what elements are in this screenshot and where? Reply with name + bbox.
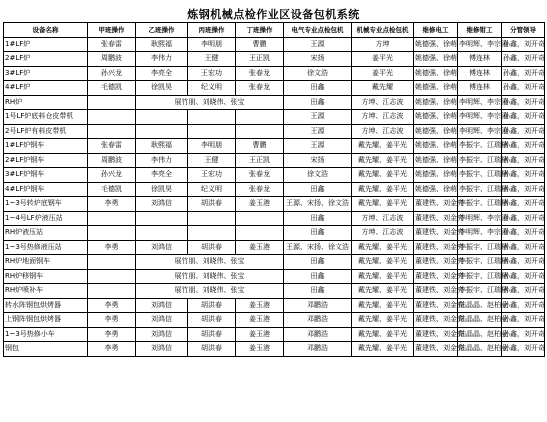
table-cell: 李勇: [88, 313, 136, 328]
table-cell: 宋扬: [284, 52, 352, 67]
table-cell: 董建铁、刘金亮: [414, 269, 458, 284]
table-header: [4, 23, 545, 38]
table-cell: 李明辉、李宗涛: [458, 124, 502, 139]
table-cell: 姜玉港: [236, 313, 284, 328]
equipment-name-cell: 4#LF炉钢车: [4, 182, 88, 197]
table-cell: 王源: [284, 124, 352, 139]
table-cell: 田鑫: [284, 182, 352, 197]
table-cell: 方坤、江志波: [352, 226, 414, 241]
table-cell: 李明辉、李宗涛: [458, 211, 502, 226]
table-cell: 孙鑫，刘开奇: [502, 342, 545, 357]
table-cell: 戴先耀、姜平光: [352, 255, 414, 270]
table-cell: 李明朋: [188, 37, 236, 52]
table-cell: 李亮全: [136, 66, 188, 81]
table-cell: 王正凯: [236, 153, 284, 168]
table-cell: 邓鹏浩: [284, 298, 352, 313]
table-cell: 戴先耀、姜平光: [352, 327, 414, 342]
table-cell: 姚德强、徐萌: [414, 168, 458, 183]
table-cell: 李勇: [88, 342, 136, 357]
table-cell: 孙兴龙: [88, 168, 136, 183]
column-header: 甲班操作: [88, 23, 136, 38]
table-cell: 李振宇、江瑞林: [458, 255, 502, 270]
equipment-name-cell: 1~3号热修液压站: [4, 240, 88, 255]
table-cell: 孙鑫，刘开奇: [502, 37, 545, 52]
table-cell: 董建铁、刘金亮: [414, 284, 458, 299]
table-cell: 李振宇、江瑞林: [458, 269, 502, 284]
equipment-name-cell: RH炉移钢车: [4, 269, 88, 284]
table-cell: 徐文浩: [284, 66, 352, 81]
table-row: [4, 284, 545, 299]
table-body: [4, 37, 545, 356]
table-cell: 周鹏波: [88, 153, 136, 168]
table-cell: [88, 124, 136, 139]
column-header: 乙班操作: [136, 23, 188, 38]
equipment-name-cell: 1~3号热修小车: [4, 327, 88, 342]
table-cell: 田鑫: [284, 284, 352, 299]
equipment-name-cell: RH炉液压站: [4, 226, 88, 241]
table-cell: 姚德强、徐萌: [414, 66, 458, 81]
table-cell: 陆晶晶、赵柏业: [458, 342, 502, 357]
table-cell: 孙鑫，刘开奇: [502, 66, 545, 81]
table-cell: 戴先耀、姜平光: [352, 298, 414, 313]
table-cell: 孙鑫，刘开奇: [502, 139, 545, 154]
table-cell: [236, 226, 284, 241]
table-cell: 孙鑫，刘开奇: [502, 168, 545, 183]
table-cell: 徐文浩: [284, 168, 352, 183]
table-cell: 邓鹏浩: [284, 327, 352, 342]
table-cell: 曹鹏: [236, 139, 284, 154]
column-header: 维修钳工: [458, 23, 502, 38]
equipment-name-cell: 3#LF炉: [4, 66, 88, 81]
table-cell: 方坤、江志波: [352, 124, 414, 139]
table-cell: 曹鹏: [236, 37, 284, 52]
table-cell: 田鑫: [284, 81, 352, 96]
equipment-name-cell: RH炉地面钢车: [4, 255, 88, 270]
table-row: [4, 37, 545, 52]
table-cell: 陆晶晶、赵柏业: [458, 327, 502, 342]
table-cell: 纪义明: [188, 182, 236, 197]
table-cell: 耿熙福: [136, 37, 188, 52]
table-cell: 田鑫: [284, 211, 352, 226]
table-cell: 姚德强、徐萌: [414, 182, 458, 197]
table-cell: 姚德强、徐萌: [414, 95, 458, 110]
table-cell: [136, 211, 188, 226]
table-cell: 田鑫: [284, 95, 352, 110]
equipment-name-cell: 2号LF炉有料皮带机: [4, 124, 88, 139]
table-cell: 刘鸿信: [136, 197, 188, 212]
table-cell: 孙鑫，刘开奇: [502, 110, 545, 125]
table-cell: 方坤、江志波: [352, 211, 414, 226]
table-cell: 李振宇、江瑞林: [458, 139, 502, 154]
table-cell: [88, 226, 136, 241]
table-cell: 刘鸿信: [136, 327, 188, 342]
equipment-name-cell: 3#LF炉钢车: [4, 168, 88, 183]
table-cell: 戴先耀、姜平光: [352, 342, 414, 357]
table-cell: 展竹朋、刘晓伟、张宝: [136, 95, 284, 110]
table-cell: 徐凯昊: [136, 182, 188, 197]
table-cell: [88, 269, 136, 284]
table-cell: 刘鸿信: [136, 342, 188, 357]
table-row: [4, 52, 545, 67]
table-cell: 陆晶晶、赵柏业: [458, 313, 502, 328]
table-cell: 董建铁、刘金亮: [414, 197, 458, 212]
table-cell: 胡洪春: [188, 240, 236, 255]
table-cell: [88, 284, 136, 299]
table-cell: 李振宇、江瑞林: [458, 284, 502, 299]
table-row: [4, 139, 545, 154]
table-cell: 傅连林: [458, 66, 502, 81]
table-cell: [236, 110, 284, 125]
column-header: 机械专业点检包机: [352, 23, 414, 38]
table-cell: 姜玉港: [236, 240, 284, 255]
table-row: [4, 255, 545, 270]
equipment-name-cell: 2#LF炉: [4, 52, 88, 67]
table-cell: 展竹朋、刘晓伟、张宝: [136, 269, 284, 284]
table-row: [4, 211, 545, 226]
table-cell: 孙兴龙: [88, 66, 136, 81]
table-cell: 方坤、江志波: [352, 95, 414, 110]
table-row: [4, 66, 545, 81]
table-cell: 董建铁、刘金亮: [414, 211, 458, 226]
table-cell: 毛德凯: [88, 81, 136, 96]
table-cell: 胡洪春: [188, 327, 236, 342]
table-cell: 邓鹏浩: [284, 342, 352, 357]
table-cell: 孙鑫，刘开奇: [502, 226, 545, 241]
table-cell: [136, 124, 188, 139]
column-header: 维修电工: [414, 23, 458, 38]
equipment-name-cell: 2#LF炉钢车: [4, 153, 88, 168]
table-cell: 姜玉港: [236, 342, 284, 357]
table-cell: 孙鑫，刘开奇: [502, 124, 545, 139]
table-cell: 孙鑫，刘开奇: [502, 153, 545, 168]
table-cell: 胡洪春: [188, 197, 236, 212]
table-cell: 孙鑫，刘开奇: [502, 327, 545, 342]
table-cell: 姜玉港: [236, 298, 284, 313]
table-cell: 李亮全: [136, 168, 188, 183]
table-cell: 李明朋: [188, 139, 236, 154]
equipment-assignment-table: [3, 22, 545, 357]
table-cell: 孙鑫，刘开奇: [502, 255, 545, 270]
table-row: [4, 269, 545, 284]
table-cell: 戴先耀: [352, 81, 414, 96]
table-cell: 姚德强、徐萌: [414, 37, 458, 52]
table-cell: [188, 211, 236, 226]
table-cell: 孙鑫，刘开奇: [502, 52, 545, 67]
table-cell: 孙鑫，刘开奇: [502, 269, 545, 284]
table-title: 炼钢机械点检作业区设备包机系统: [187, 8, 360, 21]
table-cell: 戴先耀、姜平光: [352, 139, 414, 154]
equipment-name-cell: 上钢阵钢包烘烤器: [4, 313, 88, 328]
table-cell: 王宏功: [188, 66, 236, 81]
table-cell: 李勇: [88, 327, 136, 342]
column-header: 丙班操作: [188, 23, 236, 38]
table-cell: [88, 95, 136, 110]
table-cell: 张春雷: [88, 139, 136, 154]
table-cell: 胡洪春: [188, 298, 236, 313]
table-cell: 胡洪春: [188, 342, 236, 357]
table-cell: 张春龙: [236, 81, 284, 96]
table-cell: 方坤、江志波: [352, 110, 414, 125]
table-row: [4, 313, 545, 328]
table-cell: 李勇: [88, 197, 136, 212]
table-cell: 展竹朋、刘晓伟、张宝: [136, 255, 284, 270]
table-cell: 戴先耀、姜平光: [352, 313, 414, 328]
table-cell: 李振宇、江瑞林: [458, 182, 502, 197]
table-cell: 王健: [188, 52, 236, 67]
table-cell: [188, 226, 236, 241]
table-cell: 王源: [284, 139, 352, 154]
table-cell: 李明辉、李宗涛: [458, 110, 502, 125]
table-cell: 王源、宋扬、徐文浩: [284, 197, 352, 212]
table-row: [4, 110, 545, 125]
table-cell: 姚德强、徐萌: [414, 124, 458, 139]
table-cell: [236, 124, 284, 139]
table-cell: 张春龙: [236, 66, 284, 81]
table-cell: [188, 124, 236, 139]
table-row: [4, 298, 545, 313]
table-cell: [88, 110, 136, 125]
table-cell: 王源: [284, 110, 352, 125]
equipment-name-cell: 1~3号转炉底钢车: [4, 197, 88, 212]
table-cell: 董建铁、刘金亮: [414, 327, 458, 342]
table-cell: 李勇: [88, 240, 136, 255]
table-row: [4, 81, 545, 96]
equipment-name-cell: 转水阵钢包烘烤器: [4, 298, 88, 313]
table-cell: 李振宇、江瑞林: [458, 240, 502, 255]
table-cell: 王源、宋扬、徐文浩: [284, 240, 352, 255]
table-cell: 刘鸿信: [136, 313, 188, 328]
table-row: [4, 182, 545, 197]
table-cell: 张春龙: [236, 168, 284, 183]
table-cell: 纪义明: [188, 81, 236, 96]
equipment-name-cell: RH炉喷补车: [4, 284, 88, 299]
table-cell: 戴先耀、姜平光: [352, 197, 414, 212]
table-cell: 李振宇、江瑞林: [458, 153, 502, 168]
table-row: [4, 240, 545, 255]
table-cell: 王正凯: [236, 52, 284, 67]
table-row: [4, 124, 545, 139]
column-header: 电气专业点检包机: [284, 23, 352, 38]
equipment-name-cell: 4#LF炉: [4, 81, 88, 96]
table-cell: 方坤: [352, 37, 414, 52]
equipment-name-cell: 1#LF炉: [4, 37, 88, 52]
table-cell: 李明辉、李宗涛: [458, 95, 502, 110]
table-row: [4, 153, 545, 168]
table-cell: 田鑫: [284, 226, 352, 241]
equipment-name-cell: 1~4号LF炉液压站: [4, 211, 88, 226]
table-cell: 周鹏波: [88, 52, 136, 67]
table-cell: 李振宇、江瑞林: [458, 168, 502, 183]
table-cell: 耿熙福: [136, 139, 188, 154]
table-cell: 董建铁、刘金亮: [414, 298, 458, 313]
table-cell: 李明辉、李宗涛: [458, 37, 502, 52]
table-cell: [236, 211, 284, 226]
table-cell: 徐凯昊: [136, 81, 188, 96]
table-cell: 宋扬: [284, 153, 352, 168]
table-cell: 王健: [188, 153, 236, 168]
table-cell: 孙鑫，刘开奇: [502, 284, 545, 299]
table-cell: 胡洪春: [188, 313, 236, 328]
table-cell: 姚德强、徐萌: [414, 110, 458, 125]
table-cell: [88, 211, 136, 226]
table-cell: 戴先耀、姜平光: [352, 168, 414, 183]
equipment-name-cell: 1号LF炉底料仓皮带机: [4, 110, 88, 125]
table-cell: 田鑫: [284, 269, 352, 284]
table-cell: [188, 110, 236, 125]
equipment-name-cell: RH炉: [4, 95, 88, 110]
table-cell: 姜玉港: [236, 327, 284, 342]
table-cell: 李振宇、江瑞林: [458, 197, 502, 212]
table-cell: 姚德强、徐萌: [414, 81, 458, 96]
table-cell: 孙鑫，刘开奇: [502, 182, 545, 197]
table-cell: [136, 226, 188, 241]
table-cell: 戴先耀、姜平光: [352, 153, 414, 168]
table-cell: 孙鑫，刘开奇: [502, 95, 545, 110]
equipment-name-cell: 1#LF炉钢车: [4, 139, 88, 154]
table-cell: 董建铁、刘金亮: [414, 313, 458, 328]
table-cell: 孙鑫，刘开奇: [502, 197, 545, 212]
table-cell: 孙鑫，刘开奇: [502, 240, 545, 255]
table-cell: [136, 110, 188, 125]
table-cell: 董建铁、刘金亮: [414, 255, 458, 270]
table-cell: 邓鹏浩: [284, 313, 352, 328]
table-cell: 王宏功: [188, 168, 236, 183]
table-cell: 孙鑫，刘开奇: [502, 81, 545, 96]
table-cell: 孙鑫，刘开奇: [502, 211, 545, 226]
table-cell: 刘鸿信: [136, 240, 188, 255]
table-cell: 毛德凯: [88, 182, 136, 197]
table-cell: 董建铁、刘金亮: [414, 226, 458, 241]
table-row: [4, 342, 545, 357]
table-cell: 姜玉港: [236, 197, 284, 212]
table-row: [4, 168, 545, 183]
table-cell: 董建铁、刘金亮: [414, 342, 458, 357]
table-cell: 戴先耀、姜平光: [352, 284, 414, 299]
table-cell: 刘鸿信: [136, 298, 188, 313]
table-cell: 李伟力: [136, 52, 188, 67]
table-row: [4, 95, 545, 110]
table-cell: 姜平光: [352, 52, 414, 67]
table-cell: 姜平光: [352, 66, 414, 81]
table-cell: 董建铁、刘金亮: [414, 240, 458, 255]
table-cell: 张春龙: [236, 182, 284, 197]
table-cell: [88, 255, 136, 270]
table-cell: 展竹朋、刘晓伟、张宝: [136, 284, 284, 299]
table-cell: 李勇: [88, 298, 136, 313]
table-cell: 田鑫: [284, 255, 352, 270]
column-header: 丁班操作: [236, 23, 284, 38]
table-cell: 戴先耀、姜平光: [352, 182, 414, 197]
table-cell: 孙鑫，刘开奇: [502, 298, 545, 313]
header-row: [4, 23, 545, 38]
table-row: [4, 327, 545, 342]
table-cell: 傅连林: [458, 52, 502, 67]
column-header: 设备名称: [4, 23, 88, 38]
table-cell: 陆晶晶、赵柏业: [458, 298, 502, 313]
table-row: [4, 197, 545, 212]
table-cell: 王源: [284, 37, 352, 52]
table-cell: 戴先耀、姜平光: [352, 269, 414, 284]
table-cell: 傅连林: [458, 81, 502, 96]
table-cell: 孙鑫，刘开奇: [502, 313, 545, 328]
table-row: [4, 226, 545, 241]
table-cell: 张春雷: [88, 37, 136, 52]
table-cell: 李伟力: [136, 153, 188, 168]
table-cell: 姚德强、徐萌: [414, 153, 458, 168]
table-cell: 姚德强、徐萌: [414, 139, 458, 154]
equipment-name-cell: 钢包: [4, 342, 88, 357]
table-cell: 戴先耀、姜平光: [352, 240, 414, 255]
table-cell: 李明辉、李宗涛: [458, 226, 502, 241]
table-cell: 姚德强、徐萌: [414, 52, 458, 67]
column-header: 分管领导: [502, 23, 545, 38]
